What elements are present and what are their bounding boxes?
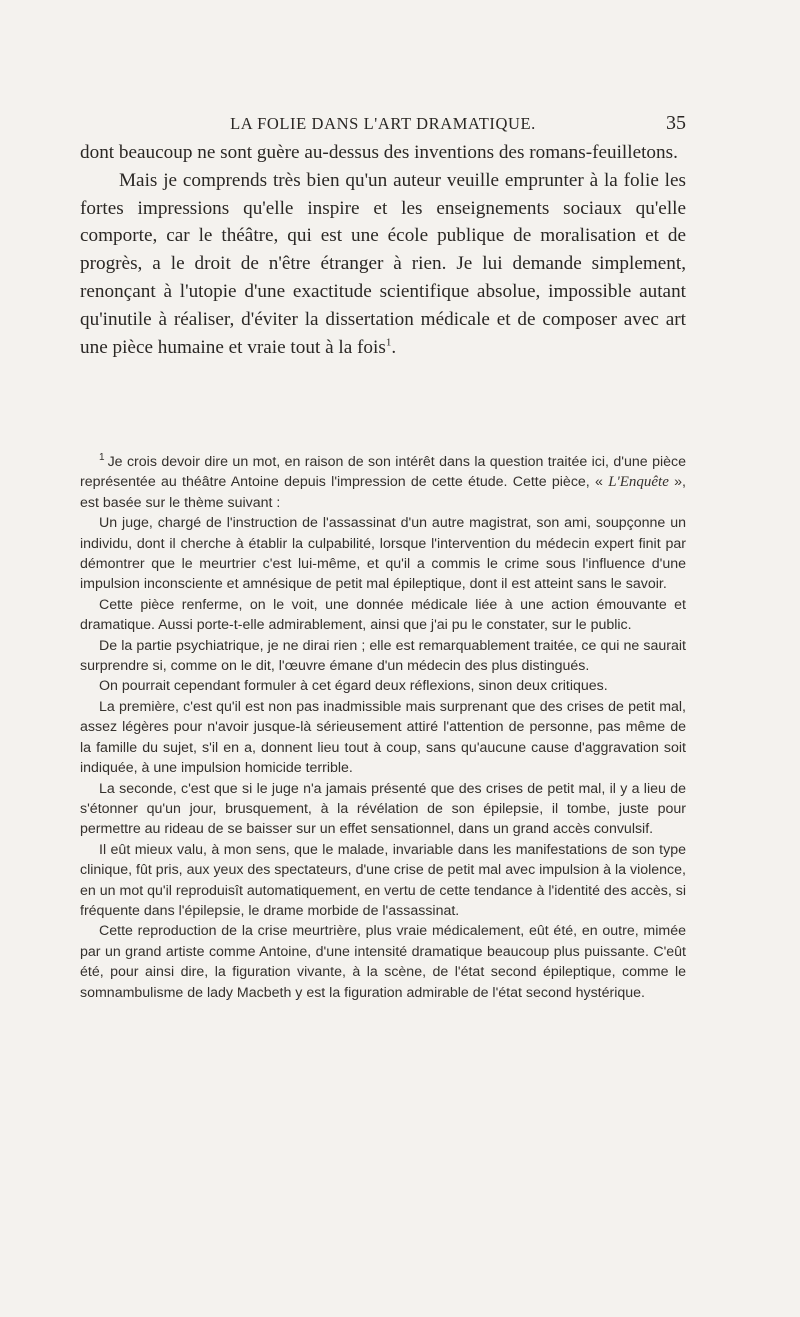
paragraph	[80, 167, 686, 362]
footnote-paragraph: Cette pièce renferme, on le voit, une donnée médicale liée à une action émouvante et dramatique. Aussi porte-t-elle admirablement, ainsi que j'ai pu le constater, sur le public.	[80, 596, 686, 634]
footnote-paragraph: Il eût mieux valu, à mon sens, que le malade, invariable dans les manifestations de son type clinique, fût pris, aux yeux des spectateurs, d'une crise de petit mal avec impulsion à la violence, en un mot qu'il reproduisît automatiquement, en vertu de cette tendance à l'identité des accès, si fréquente dans l'épilepsie, le drame morbide de l'assassinat.	[80, 841, 686, 919]
paragraph-end: .	[391, 336, 397, 358]
footnote-paragraph: La seconde, c'est que si le juge n'a jamais présenté que des crises de petit mal, il y a lieu de s'étonner qu'un jour, brusquement, à la révélation de son épilepsie, il tombe, juste pour permettre au rideau de se baisser sur un effet sensationnel, dans un grand accès convulsif.	[80, 780, 686, 838]
footnote-number: 1	[99, 452, 105, 464]
footnote-text: Je crois devoir dire un mot, en raison de son intérêt dans la question traitée ici, d'une pièce représentée au théâtre Antoine depuis l'impression de cette étude. Cette pièce, «	[80, 454, 686, 491]
footnote-paragraph: Cette reproduction de la crise meurtrière, plus vraie médicalement, eût été, en outre, mimée par un grand artiste comme Antoine, d'une intensité dramatique beaucoup plus puissante. C'eût été, pour ainsi dire, la figuration vivante, à la scène, de l'état second épileptique, comme le somnambulisme de lady Macbeth y est la figuration admirable de l'état second hystérique.	[80, 923, 686, 1001]
body-text	[80, 139, 686, 361]
paragraph-text: Mais je comprends très bien qu'un auteur veuille emprunter à la folie les fortes impressions qu'elle inspire et les enseignements sociaux qu'elle comporte, car le théâtre, qui est une école publique de moralisation et de progrès, a le droit de n'être étranger à rien. Je lui demande simplement, renonçant à l'utopie d'une exactitude scientifique absolue, impossible autant qu'inutile à réaliser, d'éviter la dissertation médicale et de composer avec art une pièce humaine et vraie tout à la fois	[80, 169, 686, 358]
footnote-text: », est basée sur le thème suivant :	[80, 474, 686, 511]
running-title: LA FOLIE DANS L'ART DRAMATIQUE.	[230, 114, 536, 133]
footnote-paragraph: Un juge, chargé de l'instruction de l'assassinat d'un autre magistrat, son ami, soupçonne un individu, dont il cherche à établir la culpabilité, lorsque l'intervention du médecin expert finit par démontrer que le meurtrier c'est lui-même, et qu'il a commis le crime sous l'influence d'une impulsion inconsciente et amnésique de petit mal épileptique, dont il est atteint sans le savoir.	[80, 515, 686, 593]
footnote-paragraph: On pourrait cependant formuler à cet égard deux réflexions, sinon deux critiques.	[99, 678, 608, 695]
page-number: 35	[666, 112, 686, 134]
footnote-paragraph: De la partie psychiatrique, je ne dirai rien ; elle est remarquablement traitée, ce qui ne saurait surprendre si, comme on le dit, l'œuvre émane d'un médecin des plus distingués.	[80, 637, 686, 675]
footnote-paragraph	[80, 452, 686, 513]
footnote-reference: 1	[385, 336, 392, 349]
running-head	[80, 112, 686, 136]
footnotes	[80, 452, 686, 1003]
footnote-paragraph: La première, c'est qu'il est non pas inadmissible mais surprenant que des crises de petit mal, assez légères pour n'avoir jusque-là sérieusement attiré l'attention de personne, pas même de la famille du sujet, s'il en a, donnent lieu tout à coup, sans qu'aucune cause d'aggravation soit indiquée, à une impulsion homicide terrible.	[80, 698, 686, 777]
paragraph-continuation: dont beaucoup ne sont guère au-dessus des inventions des romans-feuilletons.	[80, 142, 678, 163]
play-title: L'Enquête	[608, 474, 669, 491]
